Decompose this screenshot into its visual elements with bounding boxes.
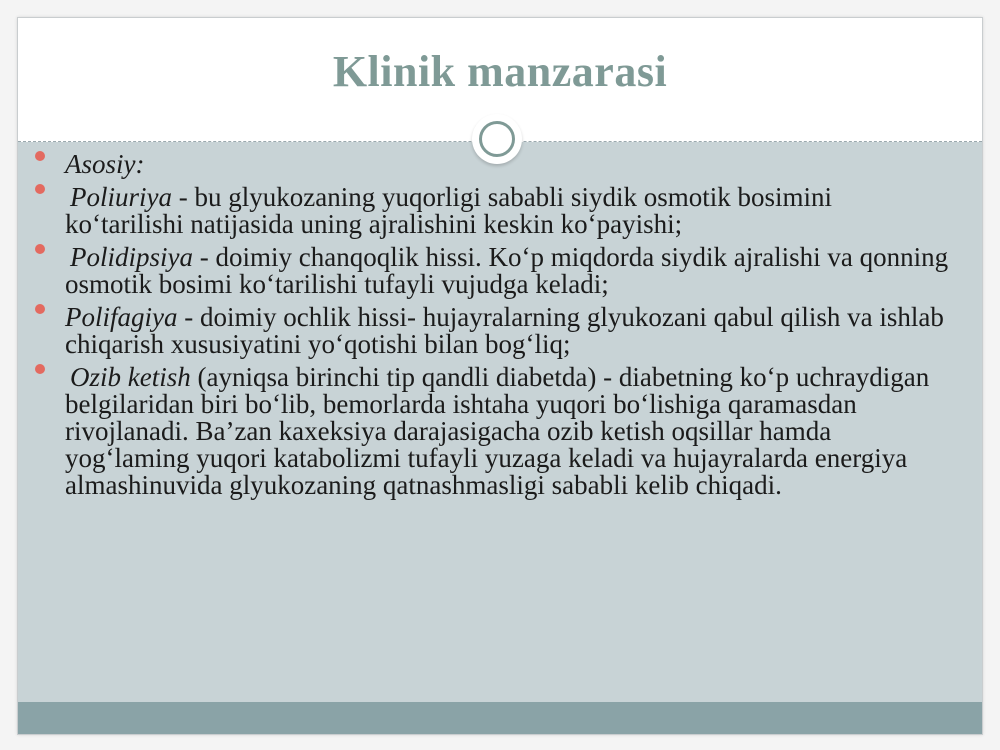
bullet-dot-icon (35, 184, 45, 194)
bullet-item (35, 184, 955, 238)
bullet-term: Asosiy: (65, 149, 145, 179)
bullet-item (35, 304, 955, 358)
bullet-term: Polidipsiya (70, 242, 193, 272)
bullet-dot-icon (35, 364, 45, 374)
bullet-term: Ozib ketish (70, 362, 191, 392)
circle-ring (479, 121, 515, 157)
bullet-term: Polifagiya (65, 302, 178, 332)
bullet-dot-icon (35, 244, 45, 254)
bullet-item (35, 244, 955, 298)
bullet-text: - doimiy ochlik hissi- hujayralarning glyukozani qabul qilish va ishlab chiqarish xususiyatini yo‘qotishi bilan bog‘liq; (65, 302, 944, 359)
bullet-list (35, 151, 955, 505)
bullet-dot-icon (35, 304, 45, 314)
bullet-text: - doimiy chanqoqlik hissi. Ko‘p miqdorda siydik ajralishi va qonning osmotik bosimi ko‘tarilishi tufayli vujudga keladi; (65, 242, 949, 299)
bullet-text: (ayniqsa birinchi tip qandli diabetda) - diabetning ko‘p uchraydigan belgilaridan biri bo‘lib, bemorlarda ishtaha yuqori bo‘lishiga qaramasdan rivojlanadi. Ba’zan kaxeksiya darajasigacha ozib ketish oqsillar hamda yog‘laming yuqori katabolizmi tufayli yuzaga keladi va hujayralarda energiya almashinuvida glyukozaning qatnashmasligi sababli kelib chiqadi. (65, 362, 930, 500)
bullet-term: Poliuriya (70, 182, 172, 212)
slide (17, 17, 983, 735)
bullet-dot-icon (35, 151, 45, 161)
bullet-item (35, 364, 955, 499)
slide-title: Klinik manzarasi (332, 47, 668, 96)
circle-ornament-icon (472, 114, 522, 164)
slide-bottom-bar (18, 702, 982, 734)
bullet-text: - bu glyukozaning yuqorligi sababli siydik osmotik bosimini ko‘tarilishi natijasida uning ajralishini keskin ko‘payishi; (65, 182, 832, 239)
